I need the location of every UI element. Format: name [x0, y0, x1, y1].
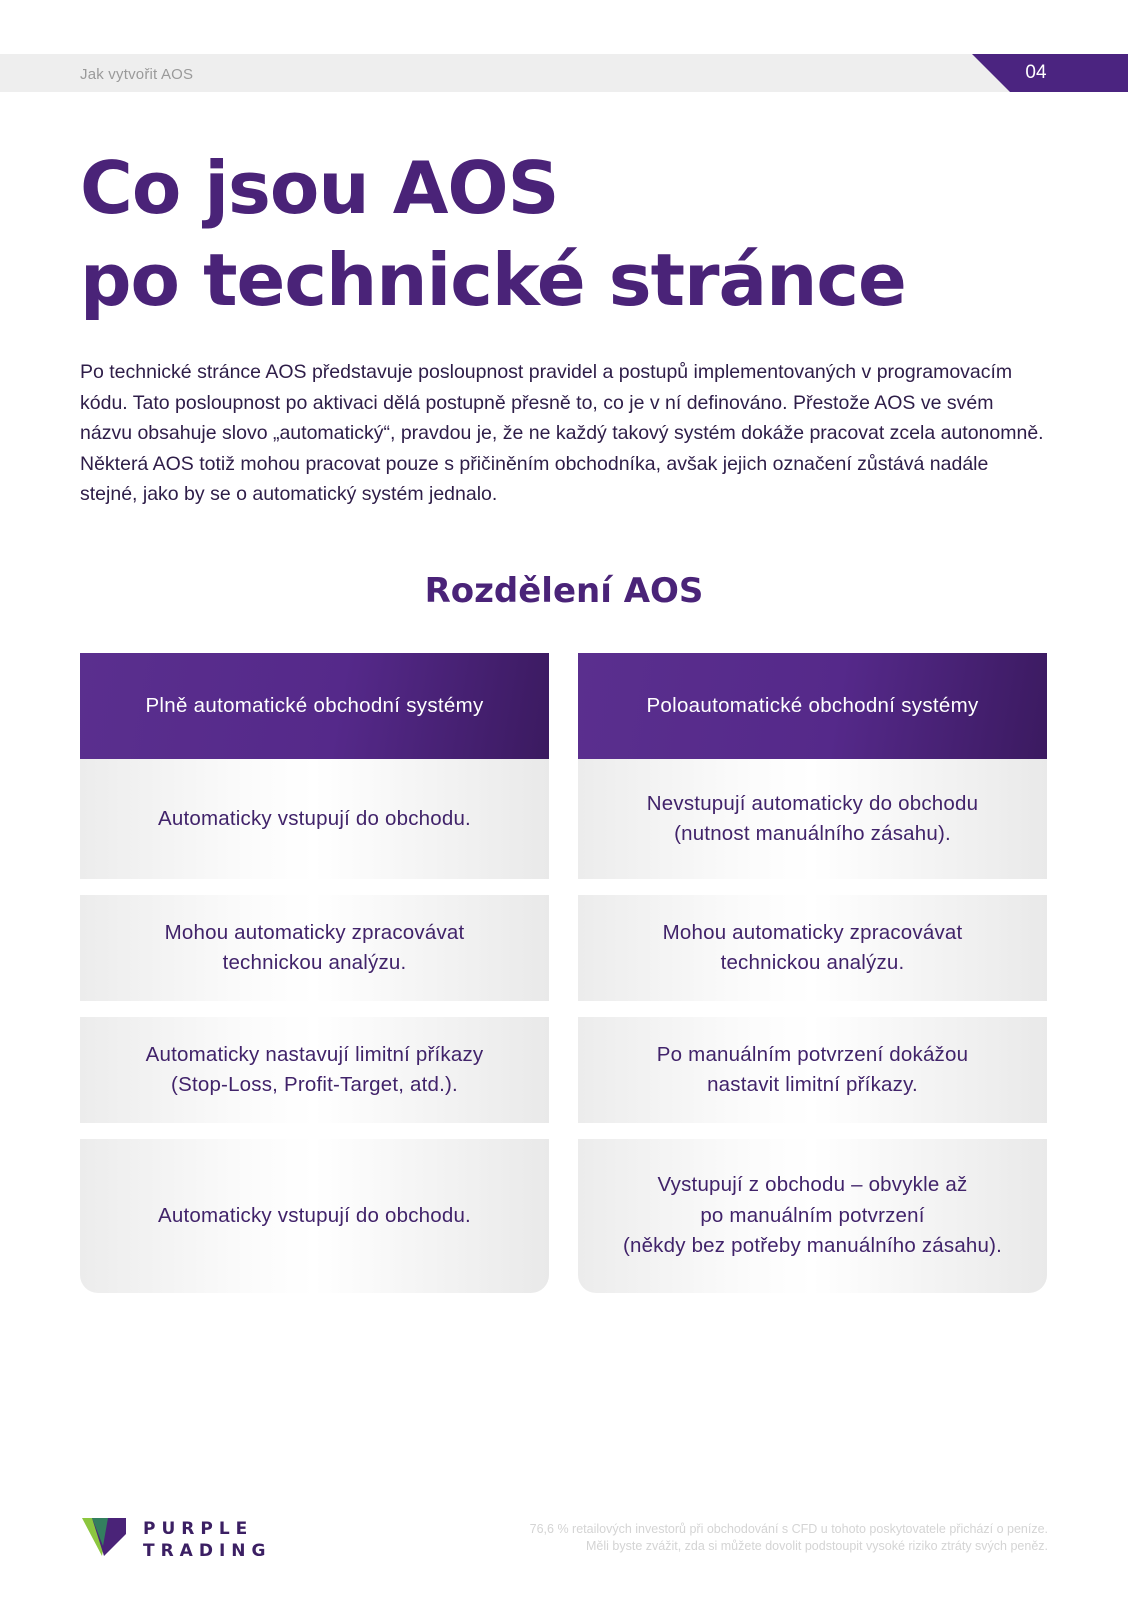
table-cell [80, 895, 549, 1001]
cell-line: Automaticky vstupují do obchodu. [158, 806, 471, 830]
cell-line: Vystupují z obchodu – obvykle až [657, 1173, 968, 1197]
section-title: Rozdělení AOS [424, 571, 704, 611]
cell-line: Automaticky vstupují do obchodu. [158, 1203, 471, 1227]
table-cell [80, 1139, 549, 1293]
cell-line: po manuálním potvrzení [700, 1203, 925, 1227]
table-cell [578, 1139, 1047, 1293]
column-fully-automatic [80, 653, 549, 1293]
column-semi-automatic [578, 653, 1047, 1293]
cell-line: technickou analýzu. [222, 951, 407, 974]
table-cell [578, 759, 1047, 879]
logo-line-1: PURPLE [143, 1519, 254, 1539]
cell-line: Mohou automaticky zpracovávat [164, 920, 465, 944]
document-title: Jak vytvořit AOS [80, 66, 194, 83]
page-title [80, 142, 1060, 326]
cell-line: nastavit limitní příkazy. [707, 1073, 918, 1096]
table-cell [578, 1017, 1047, 1123]
column-heading: Plně automatické obchodní systémy [80, 653, 549, 759]
logo-line-2: TRADING [143, 1541, 272, 1561]
cell-line: technickou analýzu. [720, 951, 905, 974]
table-cell [80, 759, 549, 879]
cell-line: (Stop-Loss, Profit-Target, atd.). [171, 1073, 458, 1096]
risk-disclaimer [408, 1521, 1048, 1554]
cell-line: (nutnost manuálního zásahu). [674, 822, 951, 845]
logo-wordmark [143, 1518, 271, 1562]
purple-trading-logo-icon [82, 1516, 132, 1558]
cell-line: Automaticky nastavují limitní příkazy [145, 1042, 484, 1066]
disclaimer-line-1: 76,6 % retailových investorů při obchodování s CFD u tohoto poskytovatele přichází o peníze. [529, 1522, 1048, 1536]
page-title-line-2: po technické stránce [80, 238, 906, 322]
table-cell [80, 1017, 549, 1123]
intro-paragraph: Po technické stránce AOS představuje posloupnost pravidel a postupů implementovaných v programovacím kódu. Tato posloupnost po aktivaci dělá postupně přesně to, co je v ní definováno. Přestože AOS ve svém názvu obsahuje slovo „automatický“, pravdou je, že ne každý takový systém dokáže pracovat zcela autonomně. Některá AOS totiž mohou pracovat pouze s přičiněním obchodníka, avšak jejich označení zůstává nadále stejné, jako by se o automatický systém jednalo. [80, 361, 1044, 505]
page-number: 04 [1025, 62, 1047, 83]
table-cell [578, 895, 1047, 1001]
cell-line: (někdy bez potřeby manuálního zásahu). [622, 1234, 1003, 1258]
cell-line: Mohou automaticky zpracovávat [662, 920, 963, 944]
cell-line: Po manuálním potvrzení dokážou [656, 1042, 969, 1066]
cell-line: Nevstupují automaticky do obchodu [646, 791, 979, 815]
disclaimer-line-2: Měli byste zvážit, zda si můžete dovolit podstoupit vysoké riziko ztráty svých peněz. [586, 1538, 1048, 1553]
column-heading: Poloautomatické obchodní systémy [578, 653, 1047, 759]
page-title-line-1: Co jsou AOS [80, 146, 559, 230]
